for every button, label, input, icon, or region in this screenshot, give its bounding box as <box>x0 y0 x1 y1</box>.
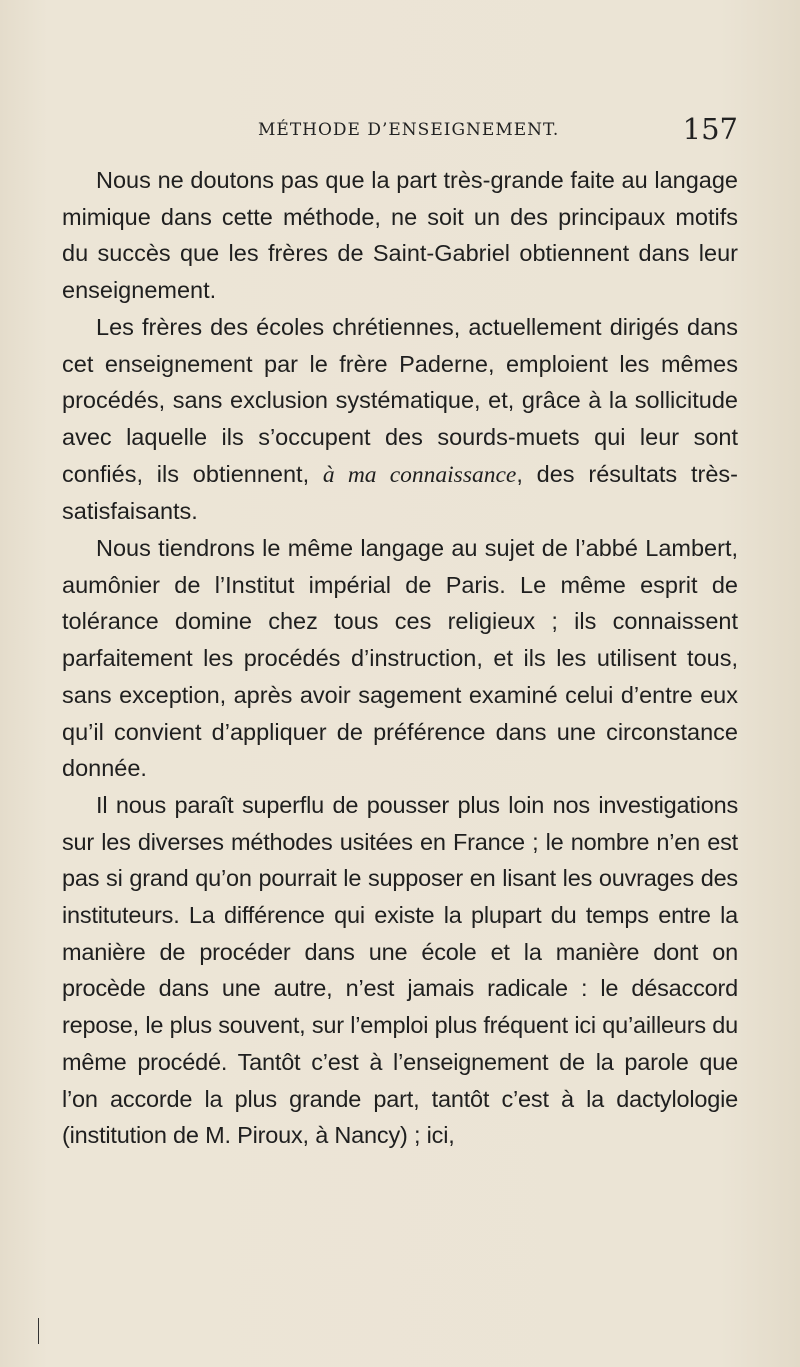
paragraph-3: Nous tiendrons le même langage au sujet de l’abbé Lambert, aumônier de l’Institut impérial de Paris. Le même esprit de tolérance domine chez tous ces religieux ; ils connaissent parfaitement les procédés d’instruction, et ils les utilisent tous, sans exception, après avoir sagement examiné celui d’entre eux qu’il convient d’appliquer de préférence dans une circonstance donnée. <box>62 535 738 782</box>
paragraph-2-text-start: Les frères des écoles chrétiennes, actuellement dirigés dans cet enseignement par le frère Paderne, emploient les mêmes procédés, sans exclusion systématique, et, grâce à la sollicitude avec laquelle ils s’occupent des sourds-muets qui leur sont confiés, ils obtiennent, <box>62 313 738 487</box>
running-title: MÉTHODE D’ENSEIGNEMENT. <box>258 120 560 140</box>
body-text <box>62 162 738 1154</box>
page-header <box>258 112 738 146</box>
paragraph-2 <box>62 309 738 530</box>
paragraph-2-text-end: , des résultats très-satisfaisants. <box>62 460 738 525</box>
paragraph-1: Nous ne doutons pas que la part très-grande faite au langage mimique dans cette méthode, ne soit un des principaux motifs du succès que les frères de Saint-Gabriel obtiennent dans leur enseignement. <box>62 167 738 304</box>
margin-mark <box>38 1318 39 1344</box>
page-number: 157 <box>682 112 738 146</box>
paragraph-2-italic: à ma connaissance <box>322 461 517 488</box>
paragraph-4: Il nous paraît superflu de pousser plus loin nos investigations sur les diverses méthodes usitées en France ; le nombre n’en est pas si grand qu’on pourrait le supposer en lisant les ouvrages des instituteurs. La différence qui existe la plupart du temps entre la manière de procéder dans une école et la manière dont on procède dans une autre, n’est jamais radicale : le désaccord repose, le plus souvent, sur l’emploi plus fréquent ici qu’ailleurs du même procédé. Tantôt c’est à l’enseignement de la parole que l’on accorde la plus grande part, tantôt c’est à la dactylologie (institution de M. Piroux, à Nancy) ; ici, <box>62 791 738 1149</box>
